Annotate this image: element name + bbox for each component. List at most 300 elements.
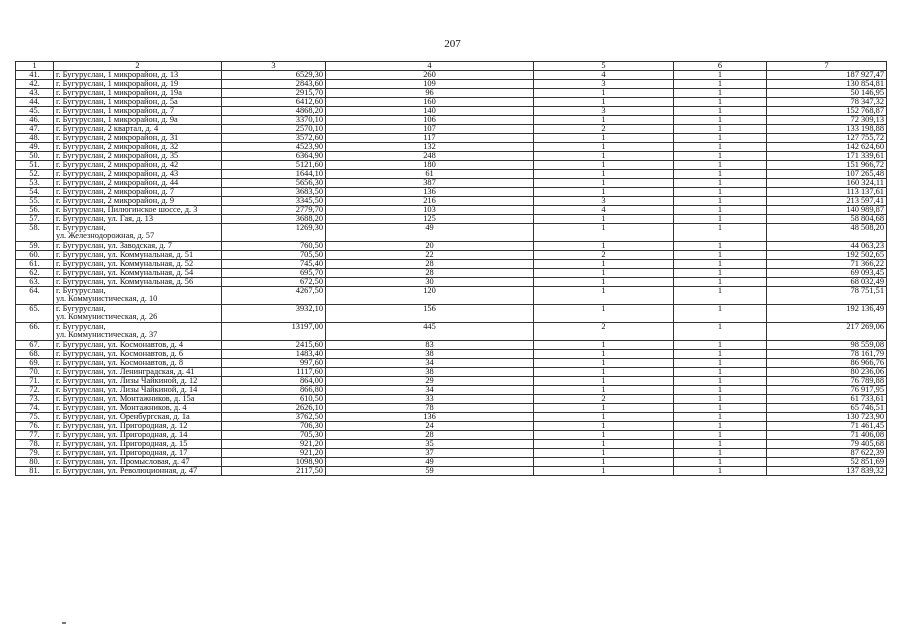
address-cell [54, 188, 222, 197]
amount-cell: 68 032,49 [767, 278, 887, 287]
address-line: г. Бугуруслан, 1 микрорайон, д. 19а [56, 88, 182, 97]
row-number-cell: 50. [16, 152, 54, 161]
address-cell [54, 458, 222, 467]
table-row [16, 251, 887, 260]
column-6-cell: 1 [674, 98, 767, 107]
column-5-cell: 1 [534, 152, 674, 161]
amount-cell: 133 198,88 [767, 125, 887, 134]
address-cell [54, 161, 222, 170]
count-cell: 140 [326, 107, 534, 116]
column-5-cell: 1 [534, 278, 674, 287]
address-line: ул. Коммунистическая, д. 26 [56, 312, 158, 321]
column-5-cell: 1 [534, 422, 674, 431]
row-number-cell: 43. [16, 89, 54, 98]
row-number-cell: 44. [16, 98, 54, 107]
table-row [16, 368, 887, 377]
column-6-cell: 1 [674, 260, 767, 269]
column-header: 3 [222, 62, 326, 71]
count-cell: 37 [326, 449, 534, 458]
area-cell: 672,50 [222, 278, 326, 287]
column-5-cell: 1 [534, 368, 674, 377]
amount-cell: 107 265,48 [767, 170, 887, 179]
table-row [16, 179, 887, 188]
column-6-cell: 1 [674, 467, 767, 476]
amount-cell: 71 366,22 [767, 260, 887, 269]
area-cell: 2843,60 [222, 80, 326, 89]
address-line: ул. Коммунистическая, д. 37 [56, 330, 158, 339]
row-number-cell: 49. [16, 143, 54, 152]
column-6-cell: 1 [674, 440, 767, 449]
address-line: г. Бугуруслан, 2 микрорайон, д. 9 [56, 196, 175, 205]
address-cell [54, 80, 222, 89]
area-cell: 1644,10 [222, 170, 326, 179]
address-cell [54, 422, 222, 431]
column-5-cell: 1 [534, 431, 674, 440]
address-line: г. Бугуруслан, ул. Гая, д. 13 [56, 214, 154, 223]
amount-cell: 152 768,87 [767, 107, 887, 116]
area-cell: 1269,30 [222, 224, 326, 242]
count-cell: 180 [326, 161, 534, 170]
table-row [16, 431, 887, 440]
address-cell [54, 404, 222, 413]
address-cell [54, 143, 222, 152]
column-5-cell: 1 [534, 143, 674, 152]
column-header: 2 [54, 62, 222, 71]
table-row [16, 341, 887, 350]
column-6-cell: 1 [674, 395, 767, 404]
count-cell: 28 [326, 260, 534, 269]
column-6-cell: 1 [674, 242, 767, 251]
row-number-cell: 73. [16, 395, 54, 404]
amount-cell: 71 406,08 [767, 431, 887, 440]
amount-cell: 187 927,47 [767, 71, 887, 80]
column-6-cell: 1 [674, 188, 767, 197]
count-cell: 216 [326, 197, 534, 206]
count-cell: 248 [326, 152, 534, 161]
count-cell: 107 [326, 125, 534, 134]
table-row [16, 224, 887, 242]
address-line: г. Бугуруслан, ул. Коммунальная, д. 56 [56, 277, 194, 286]
address-cell [54, 395, 222, 404]
column-6-cell: 1 [674, 116, 767, 125]
column-header: 1 [16, 62, 54, 71]
table-row [16, 413, 887, 422]
area-cell: 921,20 [222, 449, 326, 458]
column-5-cell: 1 [534, 359, 674, 368]
table-row [16, 440, 887, 449]
column-5-cell: 2 [534, 251, 674, 260]
amount-cell: 78 751,51 [767, 287, 887, 305]
column-5-cell: 3 [534, 80, 674, 89]
column-5-cell: 4 [534, 71, 674, 80]
count-cell: 34 [326, 359, 534, 368]
column-5-cell: 1 [534, 134, 674, 143]
table-row [16, 287, 887, 305]
address-cell [54, 377, 222, 386]
column-6-cell: 1 [674, 269, 767, 278]
column-6-cell: 1 [674, 161, 767, 170]
table-row [16, 242, 887, 251]
column-6-cell: 1 [674, 71, 767, 80]
address-line: г. Бугуруслан, 2 микрорайон, д. 42 [56, 160, 179, 169]
column-6-cell: 1 [674, 197, 767, 206]
row-number-cell: 56. [16, 206, 54, 215]
table-row [16, 206, 887, 215]
address-line: г. Бугуруслан, Пилюгинское шоссе, д. 3 [56, 205, 198, 214]
count-cell: 49 [326, 224, 534, 242]
address-line: г. Бугуруслан, ул. Пригородная, д. 15 [56, 439, 188, 448]
address-cell [54, 224, 222, 242]
row-number-cell: 77. [16, 431, 54, 440]
address-cell [54, 269, 222, 278]
column-5-cell: 1 [534, 260, 674, 269]
amount-cell: 142 624,60 [767, 143, 887, 152]
address-cell [54, 278, 222, 287]
count-cell: 49 [326, 458, 534, 467]
address-cell [54, 215, 222, 224]
column-5-cell: 1 [534, 98, 674, 107]
address-cell [54, 197, 222, 206]
address-cell [54, 152, 222, 161]
area-cell: 2570,10 [222, 125, 326, 134]
table-row [16, 377, 887, 386]
count-cell: 136 [326, 413, 534, 422]
row-number-cell: 67. [16, 341, 54, 350]
address-cell [54, 305, 222, 323]
address-cell [54, 386, 222, 395]
column-header: 7 [767, 62, 887, 71]
amount-cell: 87 622,39 [767, 449, 887, 458]
area-cell: 706,30 [222, 422, 326, 431]
count-cell: 78 [326, 404, 534, 413]
row-number-cell: 68. [16, 350, 54, 359]
area-cell: 2779,70 [222, 206, 326, 215]
table-row [16, 305, 887, 323]
count-cell: 132 [326, 143, 534, 152]
amount-cell: 44 063,23 [767, 242, 887, 251]
table-row [16, 215, 887, 224]
address-cell [54, 107, 222, 116]
area-cell: 5121,60 [222, 161, 326, 170]
address-cell [54, 359, 222, 368]
address-cell [54, 242, 222, 251]
count-cell: 117 [326, 134, 534, 143]
area-cell: 6529,30 [222, 71, 326, 80]
count-cell: 103 [326, 206, 534, 215]
table-row [16, 395, 887, 404]
count-cell: 38 [326, 368, 534, 377]
area-cell: 2117,50 [222, 467, 326, 476]
count-cell: 38 [326, 350, 534, 359]
column-6-cell: 1 [674, 341, 767, 350]
column-5-cell: 1 [534, 386, 674, 395]
area-cell: 6364,90 [222, 152, 326, 161]
address-line: г. Бугуруслан, [56, 322, 106, 331]
address-line: г. Бугуруслан, ул. Оренбургская, д. 1а [56, 412, 190, 421]
column-5-cell: 2 [534, 125, 674, 134]
count-cell: 387 [326, 179, 534, 188]
amount-cell: 86 966,76 [767, 359, 887, 368]
column-5-cell: 1 [534, 404, 674, 413]
column-6-cell: 1 [674, 422, 767, 431]
table-row [16, 134, 887, 143]
area-cell: 745,40 [222, 260, 326, 269]
address-cell [54, 323, 222, 341]
row-number-cell: 75. [16, 413, 54, 422]
count-cell: 28 [326, 431, 534, 440]
amount-cell: 98 559,08 [767, 341, 887, 350]
amount-cell: 71 461,45 [767, 422, 887, 431]
amount-cell: 130 854,81 [767, 80, 887, 89]
column-5-cell: 1 [534, 269, 674, 278]
count-cell: 120 [326, 287, 534, 305]
amount-cell: 78 161,79 [767, 350, 887, 359]
amount-cell: 69 093,45 [767, 269, 887, 278]
column-5-cell: 1 [534, 215, 674, 224]
row-number-cell: 54. [16, 188, 54, 197]
column-5-cell: 1 [534, 179, 674, 188]
address-line: г. Бугуруслан, ул. Монтажников, д. 4 [56, 403, 187, 412]
address-cell [54, 368, 222, 377]
count-cell: 34 [326, 386, 534, 395]
table-row [16, 467, 887, 476]
area-cell: 4267,50 [222, 287, 326, 305]
count-cell: 445 [326, 323, 534, 341]
table-row [16, 260, 887, 269]
address-cell [54, 71, 222, 80]
count-cell: 106 [326, 116, 534, 125]
column-5-cell: 4 [534, 206, 674, 215]
column-6-cell: 1 [674, 134, 767, 143]
table-row [16, 188, 887, 197]
table-row [16, 80, 887, 89]
address-line: г. Бугуруслан, [56, 223, 106, 232]
count-cell: 125 [326, 215, 534, 224]
address-cell [54, 449, 222, 458]
table-row [16, 89, 887, 98]
amount-cell: 72 309,13 [767, 116, 887, 125]
area-cell: 705,50 [222, 251, 326, 260]
area-cell: 695,70 [222, 269, 326, 278]
address-line: г. Бугуруслан, 2 микрорайон, д. 31 [56, 133, 179, 142]
table-row [16, 71, 887, 80]
address-line: г. Бугуруслан, ул. Ленинградская, д. 41 [56, 367, 195, 376]
area-cell: 13197,00 [222, 323, 326, 341]
table-row [16, 458, 887, 467]
area-cell: 6412,60 [222, 98, 326, 107]
table-row [16, 323, 887, 341]
count-cell: 24 [326, 422, 534, 431]
address-cell [54, 341, 222, 350]
column-6-cell: 1 [674, 215, 767, 224]
address-cell [54, 179, 222, 188]
address-cell [54, 431, 222, 440]
page-number: 207 [444, 38, 461, 50]
amount-cell: 130 723,90 [767, 413, 887, 422]
count-cell: 20 [326, 242, 534, 251]
address-line: г. Бугуруслан, 2 микрорайон, д. 35 [56, 151, 179, 160]
registry-table [15, 61, 887, 476]
column-5-cell: 1 [534, 161, 674, 170]
scan-mark [62, 622, 66, 624]
address-line: г. Бугуруслан, 1 микрорайон, д. 9а [56, 115, 178, 124]
address-line: г. Бугуруслан, [56, 286, 106, 295]
column-6-cell: 1 [674, 287, 767, 305]
address-cell [54, 287, 222, 305]
column-6-cell: 1 [674, 323, 767, 341]
area-cell: 705,30 [222, 431, 326, 440]
address-line: г. Бугуруслан, 1 микрорайон, д. 5а [56, 97, 178, 106]
column-6-cell: 1 [674, 431, 767, 440]
amount-cell: 65 746,51 [767, 404, 887, 413]
address-line: г. Бугуруслан, ул. Пригородная, д. 12 [56, 421, 188, 430]
row-number-cell: 42. [16, 80, 54, 89]
row-number-cell: 61. [16, 260, 54, 269]
column-5-cell: 1 [534, 467, 674, 476]
row-number-cell: 57. [16, 215, 54, 224]
column-6-cell: 1 [674, 359, 767, 368]
count-cell: 35 [326, 440, 534, 449]
column-6-cell: 1 [674, 125, 767, 134]
count-cell: 136 [326, 188, 534, 197]
row-number-cell: 47. [16, 125, 54, 134]
address-line: ул. Железнодорожная, д. 57 [56, 231, 155, 240]
row-number-cell: 71. [16, 377, 54, 386]
column-6-cell: 1 [674, 449, 767, 458]
address-line: г. Бугуруслан, 1 микрорайон, д. 19 [56, 79, 179, 88]
column-6-cell: 1 [674, 89, 767, 98]
column-6-cell: 1 [674, 179, 767, 188]
amount-cell: 151 966,72 [767, 161, 887, 170]
column-5-cell: 1 [534, 116, 674, 125]
column-6-cell: 1 [674, 386, 767, 395]
row-number-cell: 81. [16, 467, 54, 476]
amount-cell: 160 324,11 [767, 179, 887, 188]
address-line: г. Бугуруслан, 2 микрорайон, д. 43 [56, 169, 179, 178]
column-6-cell: 1 [674, 305, 767, 323]
column-5-cell: 2 [534, 395, 674, 404]
address-line: ул. Коммунистическая, д. 10 [56, 294, 158, 303]
amount-cell: 217 269,06 [767, 323, 887, 341]
area-cell: 3683,50 [222, 188, 326, 197]
column-6-cell: 1 [674, 413, 767, 422]
address-line: г. Бугуруслан, ул. Лизы Чайкиной, д. 12 [56, 376, 198, 385]
address-line: г. Бугуруслан, ул. Лизы Чайкиной, д. 14 [56, 385, 198, 394]
table-row [16, 116, 887, 125]
table-body [16, 71, 887, 476]
address-line: г. Бугуруслан, ул. Коммунальная, д. 52 [56, 259, 194, 268]
row-number-cell: 78. [16, 440, 54, 449]
address-line: г. Бугуруслан, 2 микрорайон, д. 44 [56, 178, 179, 187]
column-5-cell: 3 [534, 107, 674, 116]
row-number-cell: 69. [16, 359, 54, 368]
address-line: г. Бугуруслан, ул. Коммунальная, д. 51 [56, 250, 194, 259]
column-5-cell: 1 [534, 440, 674, 449]
count-cell: 59 [326, 467, 534, 476]
column-5-cell: 1 [534, 449, 674, 458]
address-line: г. Бугуруслан, ул. Промысловая, д. 47 [56, 457, 190, 466]
address-line: г. Бугуруслан, ул. Космонавтов, д. 4 [56, 340, 184, 349]
amount-cell: 58 804,68 [767, 215, 887, 224]
address-cell [54, 251, 222, 260]
area-cell: 5656,30 [222, 179, 326, 188]
address-cell [54, 467, 222, 476]
amount-cell: 192 502,65 [767, 251, 887, 260]
column-header: 5 [534, 62, 674, 71]
column-5-cell: 1 [534, 341, 674, 350]
column-5-cell: 1 [534, 377, 674, 386]
area-cell: 2626,10 [222, 404, 326, 413]
area-cell: 610,50 [222, 395, 326, 404]
address-line: г. Бугуруслан, 1 микрорайон, д. 13 [56, 70, 179, 79]
row-number-cell: 63. [16, 278, 54, 287]
column-6-cell: 1 [674, 278, 767, 287]
table-row [16, 143, 887, 152]
table-row [16, 197, 887, 206]
area-cell: 864,00 [222, 377, 326, 386]
address-cell [54, 98, 222, 107]
table-row [16, 404, 887, 413]
address-cell [54, 134, 222, 143]
area-cell: 3572,60 [222, 134, 326, 143]
area-cell: 1117,60 [222, 368, 326, 377]
address-line: г. Бугуруслан, ул. Заводская, д. 7 [56, 241, 172, 250]
row-number-cell: 59. [16, 242, 54, 251]
row-number-cell: 72. [16, 386, 54, 395]
amount-cell: 52 851,69 [767, 458, 887, 467]
row-number-cell: 45. [16, 107, 54, 116]
count-cell: 260 [326, 71, 534, 80]
amount-cell: 113 137,61 [767, 188, 887, 197]
count-cell: 109 [326, 80, 534, 89]
column-6-cell: 1 [674, 368, 767, 377]
address-line: г. Бугуруслан, ул. Пригородная, д. 17 [56, 448, 188, 457]
area-cell: 3345,50 [222, 197, 326, 206]
table-row [16, 161, 887, 170]
column-header: 4 [326, 62, 534, 71]
area-cell: 3688,20 [222, 215, 326, 224]
address-line: г. Бугуруслан, ул. Пригородная, д. 14 [56, 430, 188, 439]
count-cell: 33 [326, 395, 534, 404]
address-line: г. Бугуруслан, 2 микрорайон, д. 7 [56, 187, 175, 196]
area-cell: 866,80 [222, 386, 326, 395]
column-6-cell: 1 [674, 143, 767, 152]
column-6-cell: 1 [674, 170, 767, 179]
table-row [16, 107, 887, 116]
table-row [16, 152, 887, 161]
area-cell: 2415,60 [222, 341, 326, 350]
address-line: г. Бугуруслан, ул. Революционная, д. 47 [56, 466, 198, 475]
area-cell: 3762,50 [222, 413, 326, 422]
column-5-cell: 1 [534, 242, 674, 251]
address-cell [54, 170, 222, 179]
area-cell: 3370,10 [222, 116, 326, 125]
address-cell [54, 440, 222, 449]
row-number-cell: 74. [16, 404, 54, 413]
area-cell: 760,50 [222, 242, 326, 251]
amount-cell: 76 789,88 [767, 377, 887, 386]
area-cell: 921,20 [222, 440, 326, 449]
row-number-cell: 62. [16, 269, 54, 278]
count-cell: 96 [326, 89, 534, 98]
area-cell: 1098,90 [222, 458, 326, 467]
address-line: г. Бугуруслан, ул. Коммунальная, д. 54 [56, 268, 194, 277]
address-cell [54, 89, 222, 98]
table-row [16, 422, 887, 431]
table-row [16, 125, 887, 134]
column-6-cell: 1 [674, 251, 767, 260]
column-5-cell: 1 [534, 413, 674, 422]
